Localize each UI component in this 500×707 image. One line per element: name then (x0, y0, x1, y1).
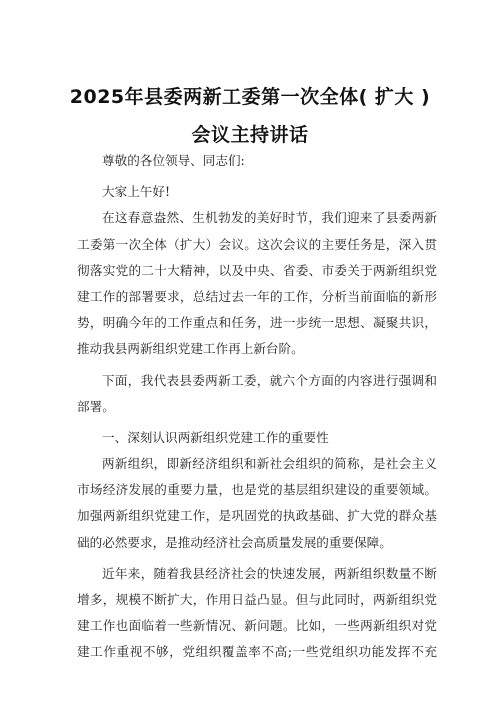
document-body (77, 148, 437, 666)
paragraph-line: 市场经济发展的重要力量，也是党的基层组织建设的重要领域。 (77, 482, 437, 498)
paragraph-line: 近年来，随着我县经济社会的快速发展，两新组织数量不断 (102, 565, 437, 581)
paragraph-line: 建工作重视不够，党组织覆盖率不高;一些党组织功能发挥不充 (77, 644, 437, 660)
paragraph-line: 增多，规模不断扩大，作用日益凸显。但与此同时，两新组织党 (77, 592, 437, 607)
paragraph-line: 推动我县两新组织党建工作再上新台阶。 (77, 341, 304, 357)
paragraph-line: 建工作也面临着一些新情况、新问题。比如，一些两新组织对党 (77, 618, 437, 634)
paragraph-line: 两新组织，即新经济组织和新社会组织的简称，是社会主义 (102, 456, 437, 472)
salutation: 尊敬的各位领导、同志们: (102, 153, 245, 168)
document-title-line-1: 2025年县委两新工委第一次全体( 扩大 ) (69, 86, 431, 108)
paragraph-line: 加强两新组织党建工作，是巩固党的执政基础、扩大党的群众基 (77, 508, 437, 524)
paragraph-line: 下面，我代表县委两新工委，就六个方面的内容进行强调和 (102, 372, 437, 388)
paragraph-line: 在这春意盎然、生机勃发的美好时节，我们迎来了县委两新 (102, 210, 437, 226)
greeting: 大家上午好! (102, 184, 171, 200)
document-title-line-2: 会议主持讲话 (191, 124, 309, 146)
paragraph-line: 部署。 (77, 398, 115, 414)
section-heading: 一、深刻认识两新组织党建工作的重要性 (102, 429, 329, 445)
paragraph-line: 础的必然要求，是推动经济社会高质量发展的重要保障。 (77, 534, 392, 550)
paragraph-line: 彻落实党的二十大精神，以及中央、省委、市委关于两新组织党 (77, 262, 437, 278)
paragraph-line: 工委第一次全体（扩大）会议。这次会议的主要任务是，深入贯 (77, 236, 437, 252)
paragraph-line: 势，明确今年的工作重点和任务，进一步统一思想、凝聚共识， (77, 315, 437, 331)
paragraph-line: 建工作的部署要求，总结过去一年的工作，分析当前面临的新形 (77, 288, 437, 304)
